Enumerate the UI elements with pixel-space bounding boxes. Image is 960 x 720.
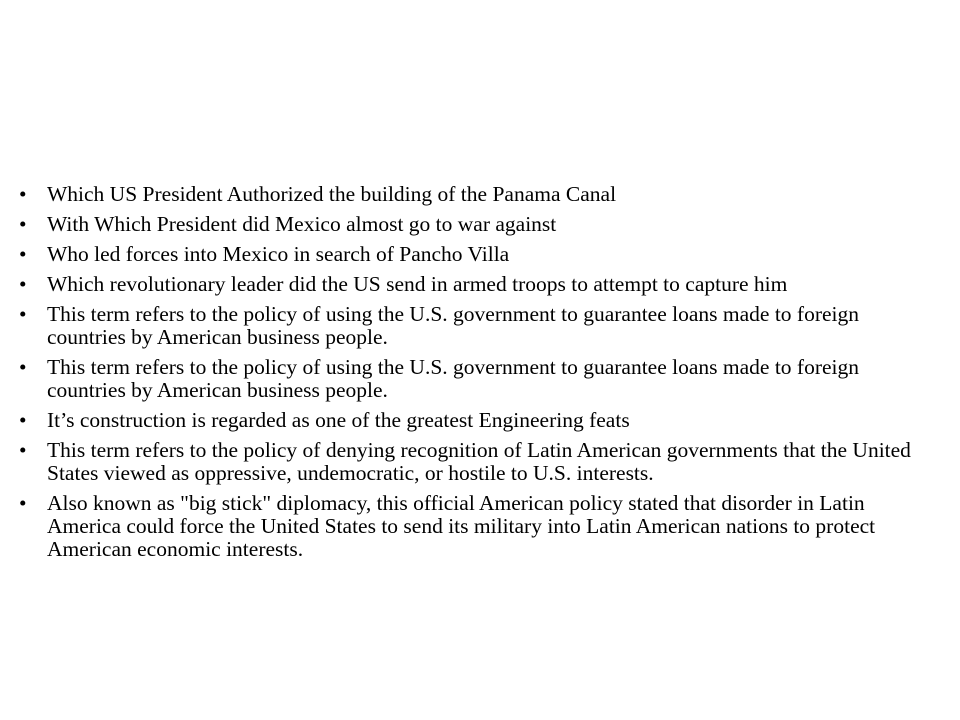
- bullet-dot-icon: •: [19, 302, 27, 326]
- bullet-dot-icon: •: [19, 408, 27, 432]
- bullet-text: Who led forces into Mexico in search of Pancho Villa: [47, 242, 510, 266]
- bullet-dot-icon: •: [19, 212, 27, 236]
- bullet-dot-icon: •: [19, 491, 27, 515]
- bullet-item: [0, 303, 960, 349]
- bullet-item: [0, 243, 960, 266]
- bullet-item: [0, 273, 960, 296]
- bullet-text: It’s construction is regarded as one of the greatest Engineering feats: [47, 408, 630, 432]
- bullet-text: With Which President did Mexico almost go to war against: [47, 212, 557, 236]
- bullet-item: [0, 492, 960, 561]
- bullet-list: [0, 183, 960, 568]
- bullet-item: [0, 409, 960, 432]
- bullet-item: [0, 439, 960, 485]
- bullet-text: Also known as "big stick" diplomacy, this official American policy stated that disorder in Latin America could force the United States to send its military into Latin American nations to protect American economic interests.: [47, 491, 876, 561]
- bullet-text: This term refers to the policy of denying recognition of Latin American governments that the United States viewed as oppressive, undemocratic, or hostile to U.S. interests.: [47, 438, 911, 485]
- bullet-item: [0, 213, 960, 236]
- bullet-dot-icon: •: [19, 272, 27, 296]
- bullet-dot-icon: •: [19, 242, 27, 266]
- bullet-text: This term refers to the policy of using the U.S. government to guarantee loans made to foreign countries by American business people.: [47, 302, 860, 349]
- bullet-item: [0, 356, 960, 402]
- bullet-dot-icon: •: [19, 182, 27, 206]
- bullet-text: Which revolutionary leader did the US send in armed troops to attempt to capture him: [47, 272, 788, 296]
- bullet-item: [0, 183, 960, 206]
- bullet-text: Which US President Authorized the building of the Panama Canal: [47, 182, 617, 206]
- bullet-dot-icon: •: [19, 355, 27, 379]
- bullet-text: This term refers to the policy of using the U.S. government to guarantee loans made to foreign countries by American business people.: [47, 355, 860, 402]
- bullet-dot-icon: •: [19, 438, 27, 462]
